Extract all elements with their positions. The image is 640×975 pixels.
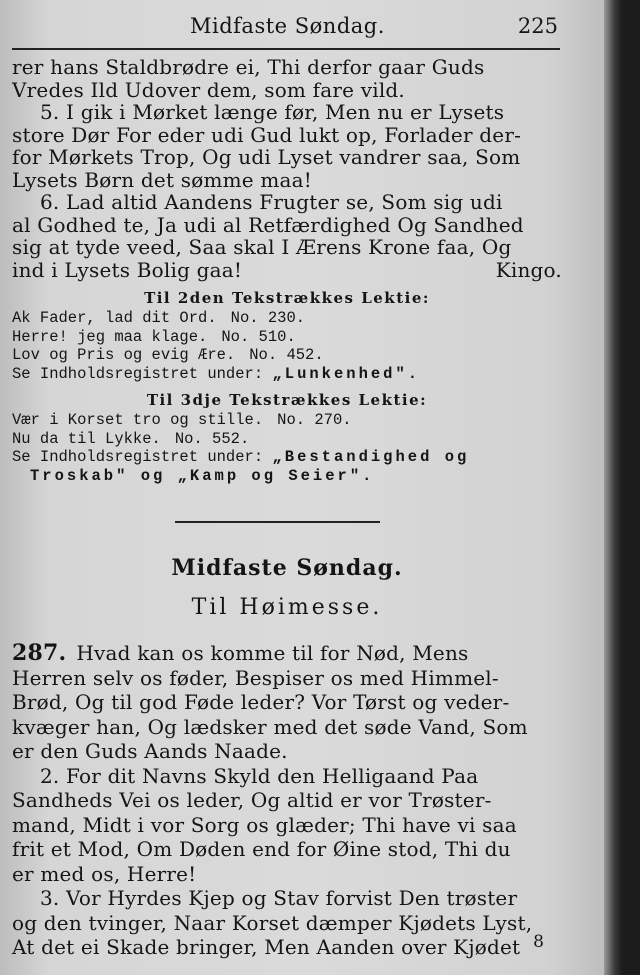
text-line: At det ei Skade bringer, Men Aanden over Kjødet <box>12 935 521 959</box>
page-edge-shadow <box>604 0 622 975</box>
hymn-section-title: Midfaste Søndag. <box>171 555 403 581</box>
section-2-label: Til 2den Tekstrækkes Lektie: <box>144 289 430 307</box>
text-line: Brød, Og til god Føde leder? Vor Tørst og veder- <box>12 690 510 714</box>
verse-5 <box>12 101 562 191</box>
text-line: er den Guds Aands Naade. <box>12 739 288 763</box>
text-line: mand, Midt i vor Sorg os glæder; Thi have vi saa <box>12 812 517 837</box>
text-line-content: Hvad kan os komme til for Nød, Mens <box>76 641 469 665</box>
index-reference: Se Indholdsregistret under: „Lunkenhed". <box>12 364 421 383</box>
index-reference: Se Indholdsregistret under: „Bestandighed og <box>12 448 470 466</box>
text-line: og den tvinger, Naar Korset dæmper Kjødets Lyst, <box>12 910 533 935</box>
text-line: 5. I gik i Mørket længe før, Men nu er Lysets <box>40 100 505 124</box>
reference-list-2 <box>12 309 562 383</box>
text-line: 2. For dit Navns Skyld den Helligaand Paa <box>40 763 479 788</box>
text-line: 6. Lad altid Aandens Frugter se, Som sig udi <box>40 190 503 214</box>
text-line: Herren selv os føder, Bespiser os med Himmel- <box>12 665 499 690</box>
hymn-section-subtitle: Til Høimesse. <box>191 595 383 620</box>
reference-item: Ak Fader, lad dit Ord. No. 230. <box>12 309 306 327</box>
running-header-title: Midfaste Søndag. <box>190 14 385 38</box>
text-line: 3. Vor Hyrdes Kjep og Stav forvist Den trøster <box>40 886 518 910</box>
reference-item: Nu da til Lykke. No. 552. <box>12 429 250 448</box>
text-line: frit et Mod, Om Døden end for Øine stod, Thi du <box>12 837 511 861</box>
index-reference-cont: Troskab" og „Kamp og Seier". <box>30 466 375 485</box>
text-line: Vredes Ild Udover dem, som fare vild. <box>12 77 405 102</box>
text-line: Sandheds Vei os leder, Og altid er vor Trøster- <box>12 788 492 812</box>
author-attribution: Kingo. <box>495 257 562 282</box>
text-line: rer hans Staldbrødre ei, Thi derfor gaar Guds <box>12 55 485 79</box>
signature-mark: 8 <box>533 932 544 952</box>
section-3-label: Til 3dje Tekstrækkes Lektie: <box>146 391 428 409</box>
text-line <box>12 259 562 282</box>
text-line: al Godhed te, Ja udi al Retfærdighed Og Sandhed <box>12 212 524 237</box>
hymn-number: 287. <box>12 640 67 666</box>
text-line: store Dør For eder udi Gud lukt op, Forlader der- <box>12 122 522 147</box>
verse-continuation <box>12 56 562 101</box>
text-line: sig at tyde veed, Saa skal I Ærens Krone faa, Og <box>12 235 512 259</box>
reference-list-3 <box>12 411 562 485</box>
text-line: for Mørkets Trop, Og udi Lyset vandrer saa, Som <box>12 145 521 169</box>
text-line: Lysets Børn det sømme maa! <box>12 167 313 192</box>
text-line: er med os, Herre! <box>12 861 197 886</box>
reference-item: Vær i Korset tro og stille. No. 270. <box>12 411 352 429</box>
header-rule <box>12 48 560 50</box>
page-number: 225 <box>517 14 558 38</box>
verse-6 <box>12 191 562 281</box>
text-line <box>12 641 562 666</box>
text-line-content: ind i Lysets Bolig gaa! <box>12 257 243 282</box>
hymn-287 <box>12 641 562 960</box>
page-content <box>12 56 562 960</box>
section-divider <box>175 521 380 523</box>
reference-item: Herre! jeg maa klage. No. 510. <box>12 327 296 346</box>
text-line: kvæger han, Og lædsker med det søde Vand, Som <box>12 714 528 739</box>
reference-item: Lov og Pris og evig Ære. No. 452. <box>12 346 324 364</box>
